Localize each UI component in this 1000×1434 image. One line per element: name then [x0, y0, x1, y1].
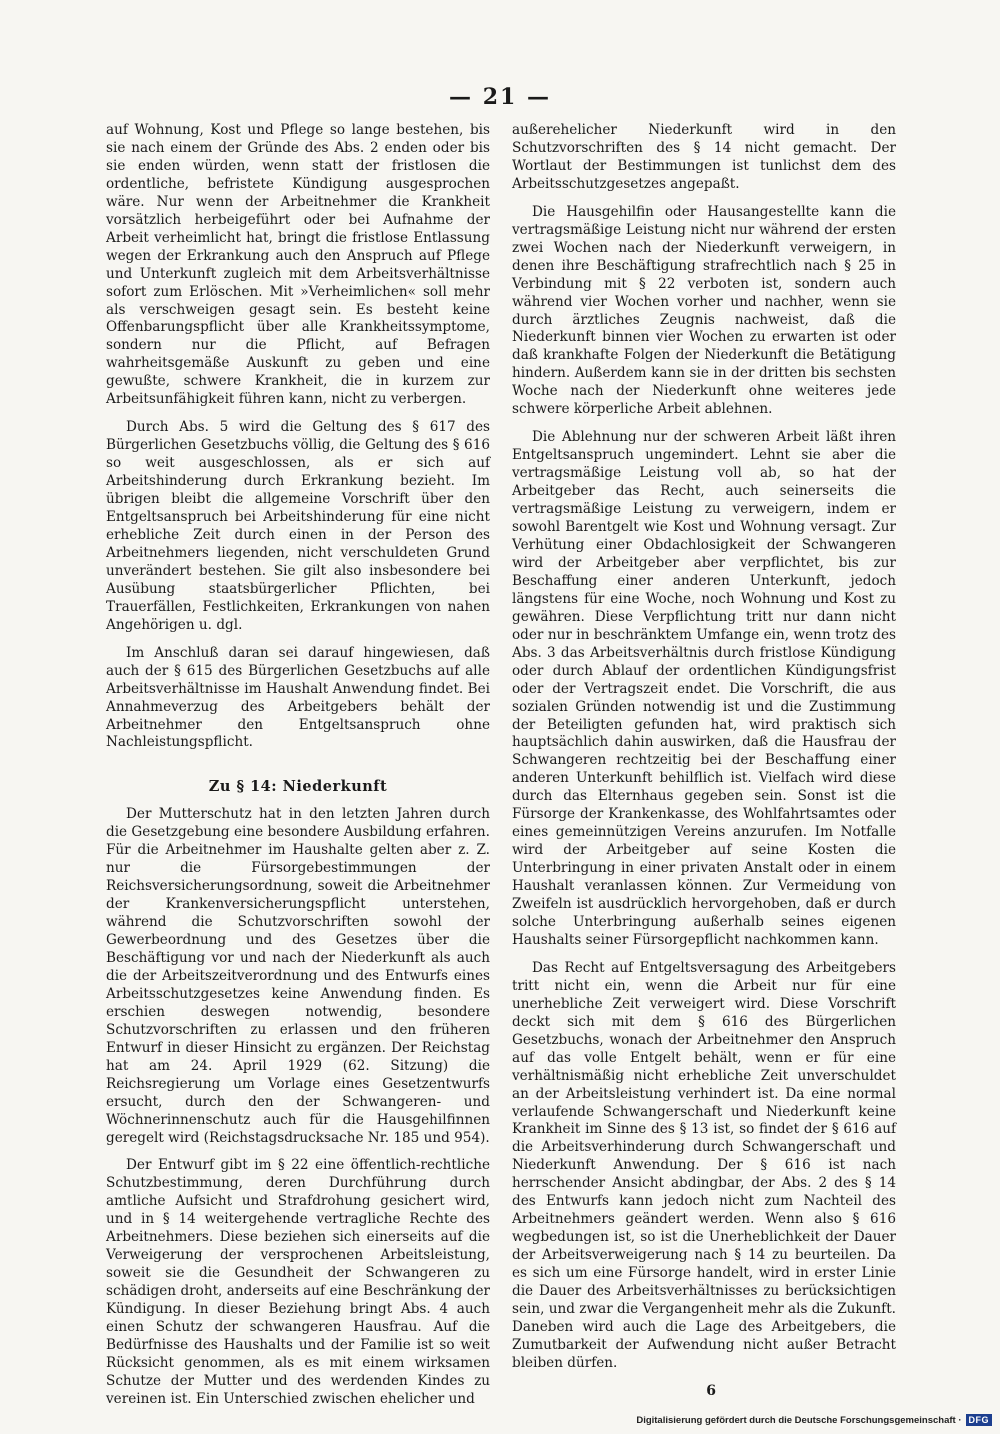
- dfg-logo: DFG: [966, 1414, 993, 1426]
- digitization-credit: [636, 1414, 992, 1426]
- paragraph: Das Recht auf Entgeltsversagung des Arbeitgebers tritt nicht ein, wenn die Arbeit nur für eine unerhebliche Zeit verweigert wird. Diese Vorschrift deckt sich mit dem § 616 des Bürgerlichen Gesetzbuchs, wonach der Arbeitnehmer den Anspruch auf das volle Entgelt behält, wenn er für eine verhältnismäßig nicht erhebliche Zeit unverschuldet an der Arbeitsleistung verhindert ist. Da eine normal verlaufende Schwangerschaft und Niederkunft keine Krankheit im Sinne des § 13 ist, so findet der § 616 auf die Arbeitsverhinderung durch Schwangerschaft und Niederkunft Anwendung. Der § 616 ist nach herrschender Ansicht abdingbar, der Abs. 2 des § 14 des Entwurfs kann jedoch nicht zum Nachteil des Arbeitnehmers geändert werden. Wenn also § 616 wegbedungen ist, so ist die Unerheblichkeit der Dauer der Arbeitsverweigerung nach § 14 zu beurteilen. Da es sich um eine Fürsorge handelt, wird in erster Linie die Dauer des Arbeitsverhältnisses zu berücksichtigen sein, und zwar die Vergangenheit mehr als die Zukunft. Daneben wird auch die Lage des Arbeitgebers, die Zumutbarkeit der Aufwendung nicht außer Betracht bleiben dürfen.: [512, 959, 896, 1371]
- signature-mark: 6: [706, 1382, 716, 1399]
- paragraph: Im Anschluß daran sei darauf hingewiesen, daß auch der § 615 des Bürgerlichen Gesetzbuchs auf alle Arbeitsverhältnisse im Haushalt Anwendung findet. Bei Annahmeverzug des Arbeitgebers behält der Arbeitnehmer den Entgeltsanspruch ohne Nachleistungspflicht.: [106, 644, 490, 751]
- credit-text: Digitalisierung gefördert durch die Deutsche Forschungsgemeinschaft ·: [636, 1414, 962, 1426]
- paragraph: Die Hausgehilfin oder Hausangestellte kann die vertragsmäßige Leistung nicht nur während der ersten zwei Wochen nach der Niederkunft verweigern, in denen ihre Beschäftigung strafrechtlich nach § 25 in Verbindung mit § 22 verboten ist, sondern auch während vier Wochen vorher und nachher, wenn sie durch ärztliches Zeugnis nachweist, daß die Niederkunft binnen vier Wochen zu erwarten ist oder daß krankhafte Folgen der Niederkunft die Betätigung hindern. Außerdem kann sie in der dritten bis sechsten Woche nach der Niederkunft ohne weiteres jede schwere körperliche Arbeit ablehnen.: [512, 203, 896, 418]
- paragraph: Durch Abs. 5 wird die Geltung des § 617 des Bürgerlichen Gesetzbuchs völlig, die Geltung des § 616 so weit ausgeschlossen, als er sich auf Arbeitshinderung durch Erkrankung bezieht. Im übrigen bleibt die allgemeine Vorschrift über den Entgeltsanspruch bei Arbeitshinderung für eine nicht erhebliche Zeit durch einen in der Person des Arbeitnehmers liegenden, nicht verschuldeten Grund unverändert bestehen. Sie gilt also insbesondere bei Ausübung staatsbürgerlicher Pflichten, bei Trauerfällen, Festlichkeiten, Erkrankungen von nahen Angehörigen u. dgl.: [106, 419, 490, 633]
- paragraph: auf Wohnung, Kost und Pflege so lange bestehen, bis sie nach einem der Gründe des Abs. 2 enden oder bis sie enden würden, wenn statt der fristlosen die ordentliche, befristete Kündigung ausgesprochen wäre. Nur wenn der Arbeitnehmer die Krankheit vorsätzlich herbeigeführt oder bei Aufnahme der Arbeit verheimlicht hat, bringt die fristlose Entlassung wegen der Erkrankung auch den Anspruch auf Pflege und Unterkunft zugleich mit dem Arbeitsverhältnisse sofort zum Erlöschen. Mit »Verheimlichen« soll mehr als verschweigen gesagt sein. Es besteht keine Offenbarungspflicht über alle Krankheitssymptome, sondern nur die Pflicht, auf Befragen wahrheitsgemäße Auskunft zu geben und eine gewußte, schwere Krankheit, die in kurzem zur Arbeitsunfähigkeit führen kann, nicht zu verbergen.: [106, 122, 490, 408]
- page-number: — 21 —: [449, 84, 551, 110]
- right-column: [512, 122, 896, 1401]
- paragraph: Die Ablehnung nur der schweren Arbeit läßt ihren Entgeltsanspruch ungemindert. Lehnt sie aber die vertragsmäßige Leistung voll ab, so hat der Arbeitgeber das Recht, auch seinerseits die vertragsmäßige Leistung zu verweigern, indem er sowohl Barentgelt wie Kost und Wohnung versagt. Zur Verhütung einer Obdachlosigkeit der Schwangeren wird der Arbeitgeber aber verpflichtet, bis zur Beschaffung einer anderen Unterkunft, jedoch längstens für eine Woche, noch Wohnung und Kost zu gewähren. Diese Verpflichtung tritt nur dann nicht oder nur in beschränktem Umfange ein, wenn trotz des Abs. 3 das Arbeitsverhältnis durch fristlose Kündigung oder durch Ablauf der ordentlichen Kündigungsfrist oder der Vertragszeit endet. Die Vorschrift, die aus sozialen Gründen notwendig ist und die Zustimmung der Beteiligten gefunden hat, wird praktisch sich hauptsächlich dahin auswirken, daß die Hausfrau der Schwangeren rechtzeitig bei der Beschaffung einer anderen Unterkunft behilflich ist. Vielfach wird diese durch das Elternhaus gegeben sein. Sonst ist die Fürsorge der Krankenkasse, des Wohlfahrtsamtes oder eines gemeinnützigen Vereins anzurufen. Im Notfalle wird der Arbeitgeber auf seine Kosten die Unterbringung in einer privaten Anstalt oder in einem Haushalt veranlassen können. Zur Vermeidung von Zweifeln ist ausdrücklich hervorgehoben, daß er durch solche Unterbringung außerhalb seines eigenen Haushalts seiner Fürsorgepflicht nachkommen kann.: [512, 429, 896, 948]
- paragraph: Der Entwurf gibt im § 22 eine öffentlich-rechtliche Schutzbestimmung, deren Durchführung durch amtliche Aufsicht und Strafdrohung gesichert wird, und in § 14 weitergehende vertragliche Rechte des Arbeitnehmers. Diese beziehen sich einerseits auf die Verweigerung der versprochenen Arbeitsleistung, soweit sie die Gesundheit der Schwangeren zu schädigen droht, anderseits auf eine Beschränkung der Kündigung. In dieser Beziehung bringt Abs. 4 auch einen Schutz der schwangeren Hausfrau. Auf die Bedürfnisse des Haushalts und der Familie ist so weit Rücksicht genommen, als es mit einem wirksamen Schutze der Mutter und des werdenden Kindes zu vereinen ist. Ein Unterschied zwischen ehelicher und: [106, 1157, 490, 1407]
- left-column: [106, 122, 490, 1419]
- paragraph: Der Mutterschutz hat in den letzten Jahren durch die Gesetzgebung eine besondere Ausbildung erfahren. Für die Arbeitnehmer im Haushalte gelten aber z. Z. nur die Fürsorgebestimmungen der Reichsversicherungsordnung, soweit die Arbeitnehmer der Krankenversicherungspflicht unterstehen, während die Schutzvorschriften sowohl der Gewerbeordnung und des Gesetzes über die Beschäftigung vor und nach der Niederkunft als auch die der Arbeitszeitverordnung und des Entwurfs eines Arbeitsschutzgesetzes keine Anwendung finden. Es erschien deswegen notwendig, besondere Schutzvorschriften zu erlassen und den früheren Entwurf in dieser Hinsicht zu ergänzen. Der Reichstag hat am 24. April 1929 (62. Sitzung) die Reichsregierung um Vorlage eines Gesetzentwurfs ersucht, durch den der Schwangeren- und Wöchnerinnenschutz auch für die Hausgehilfinnen geregelt wird (Reichstagsdrucksache Nr. 185 und 954).: [106, 806, 490, 1146]
- paragraph: außerehelicher Niederkunft wird in den Schutzvorschriften des § 14 nicht gemacht. Der Wortlaut der Bestimmungen ist tunlichst dem des Arbeitsschutzgesetzes angepaßt.: [512, 122, 896, 192]
- section-heading: Zu § 14: Niederkunft: [208, 778, 388, 796]
